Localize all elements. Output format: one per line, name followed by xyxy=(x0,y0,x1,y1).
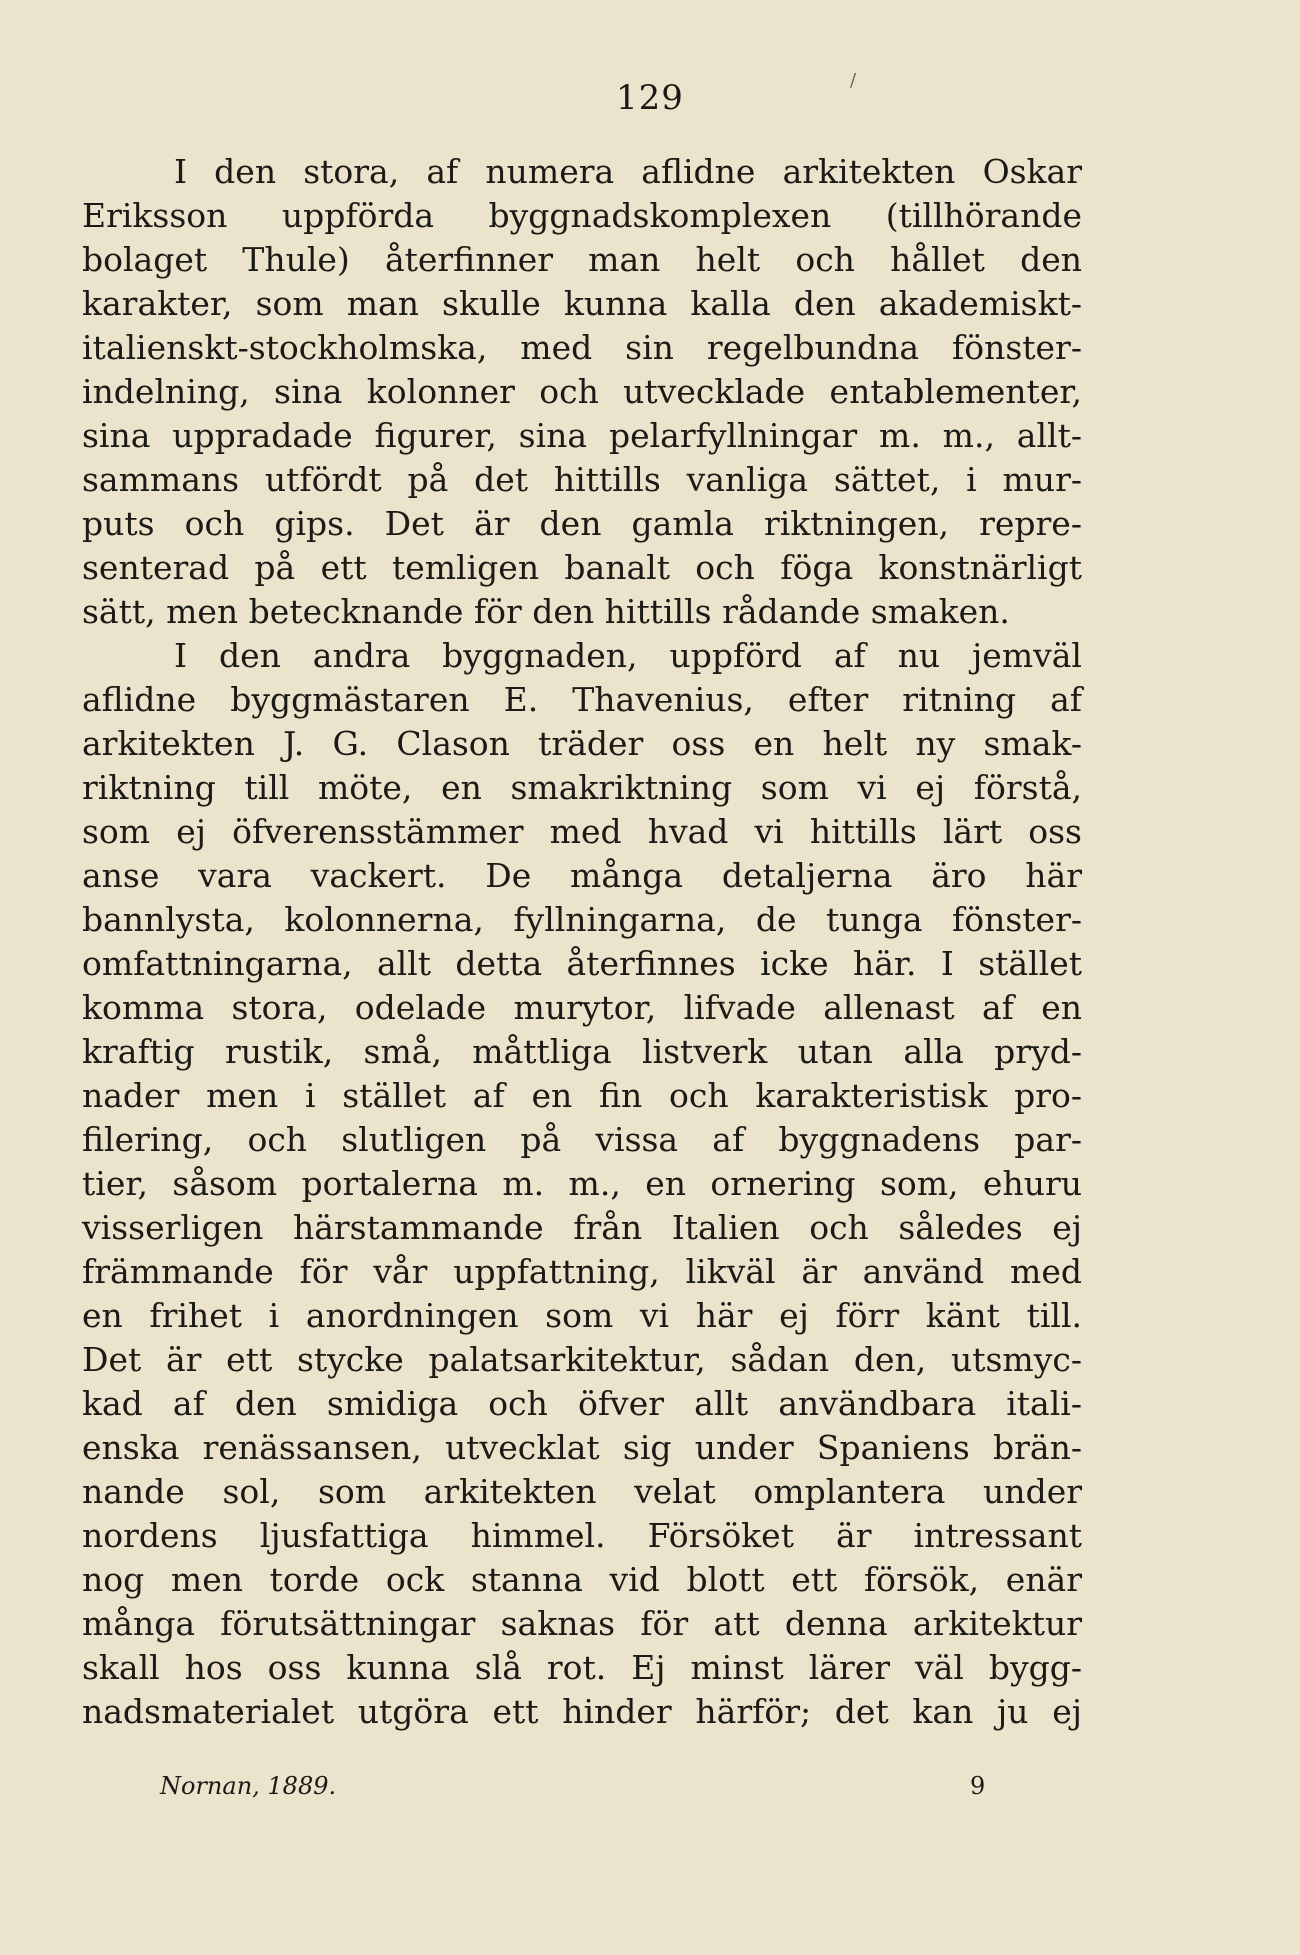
text-line: sammans utfördt på det hittills vanliga sättet, i mur- xyxy=(82,460,1082,499)
text-line: senterad på ett temligen banalt och föga konstnärligt xyxy=(82,548,1082,587)
text-line: omfattningarna, allt detta återfinnes icke här. I stället xyxy=(82,944,1082,983)
text-line: komma stora, odelade murytor, lifvade allenast af en xyxy=(82,988,1082,1027)
text-line: anse vara vackert. De många detaljerna äro här xyxy=(82,856,1082,895)
text-line: nadsmaterialet utgöra ett hinder härför; det kan ju ej xyxy=(82,1692,1082,1731)
text-line: aflidne byggmästaren E. Thavenius, efter ritning af xyxy=(82,680,1082,719)
signature-mark: 9 xyxy=(970,1772,986,1800)
text-line: I den stora, af numera aflidne arkitekten Oskar xyxy=(174,152,1082,191)
stray-mark: / xyxy=(850,70,857,91)
text-line: puts och gips. Det är den gamla riktningen, repre- xyxy=(82,504,1082,543)
text-line: bannlysta, kolonnerna, fyllningarna, de tunga fönster- xyxy=(82,900,1082,939)
text-line: Eriksson uppförda byggnadskomplexen (tillhörande xyxy=(82,196,1082,235)
page-number: 129 xyxy=(616,78,684,118)
text-line: sätt, men betecknande för den hittills rådande smaken. xyxy=(82,592,1010,631)
text-line: Det är ett stycke palatsarkitektur, sådan den, utsmyc- xyxy=(82,1340,1082,1379)
text-line: främmande för vår uppfattning, likväl är använd med xyxy=(82,1252,1082,1291)
text-line: nordens ljusfattiga himmel. Försöket är intressant xyxy=(82,1516,1082,1555)
page-footer xyxy=(0,1772,1300,1812)
paragraph-2 xyxy=(82,634,1082,1734)
text-line: kraftig rustik, små, måttliga listverk utan alla pryd- xyxy=(82,1032,1082,1071)
paragraph-1 xyxy=(82,150,1082,634)
text-line: indelning, sina kolonner och utvecklade entablementer, xyxy=(82,372,1082,411)
text-line: som ej öfverensstämmer med hvad vi hittills lärt oss xyxy=(82,812,1082,851)
text-line: enska renässansen, utvecklat sig under Spaniens brän- xyxy=(82,1428,1082,1467)
text-line: riktning till möte, en smakriktning som vi ej förstå, xyxy=(82,768,1082,807)
text-line: kad af den smidiga och öfver allt användbara itali- xyxy=(82,1384,1082,1423)
footer-signature: Nornan, 1889. xyxy=(160,1772,337,1800)
text-line: visserligen härstammande från Italien och således ej xyxy=(82,1208,1082,1247)
text-line: italienskt-stockholmska, med sin regelbundna fönster- xyxy=(82,328,1082,367)
text-line: tier, såsom portalerna m. m., en ornering som, ehuru xyxy=(82,1164,1082,1203)
text-line: karakter, som man skulle kunna kalla den akademiskt- xyxy=(82,284,1082,323)
text-line: nande sol, som arkitekten velat omplantera under xyxy=(82,1472,1082,1511)
text-line: nader men i stället af en fin och karakteristisk pro- xyxy=(82,1076,1082,1115)
text-line: arkitekten J. G. Clason träder oss en helt ny smak- xyxy=(82,724,1082,763)
text-line: sina uppradade figurer, sina pelarfyllningar m. m., allt- xyxy=(82,416,1082,455)
text-line: en frihet i anordningen som vi här ej förr känt till. xyxy=(82,1296,1082,1335)
text-line: bolaget Thule) återfinner man helt och hållet den xyxy=(82,240,1082,279)
text-line: skall hos oss kunna slå rot. Ej minst lärer väl bygg- xyxy=(82,1648,1082,1687)
body-text xyxy=(82,150,1082,1734)
text-line: många förutsättningar saknas för att denna arkitektur xyxy=(82,1604,1082,1643)
text-line: I den andra byggnaden, uppförd af nu jemväl xyxy=(174,636,1082,675)
text-line: nog men torde ock stanna vid blott ett försök, enär xyxy=(82,1560,1082,1599)
text-line: filering, och slutligen på vissa af byggnadens par- xyxy=(82,1120,1082,1159)
